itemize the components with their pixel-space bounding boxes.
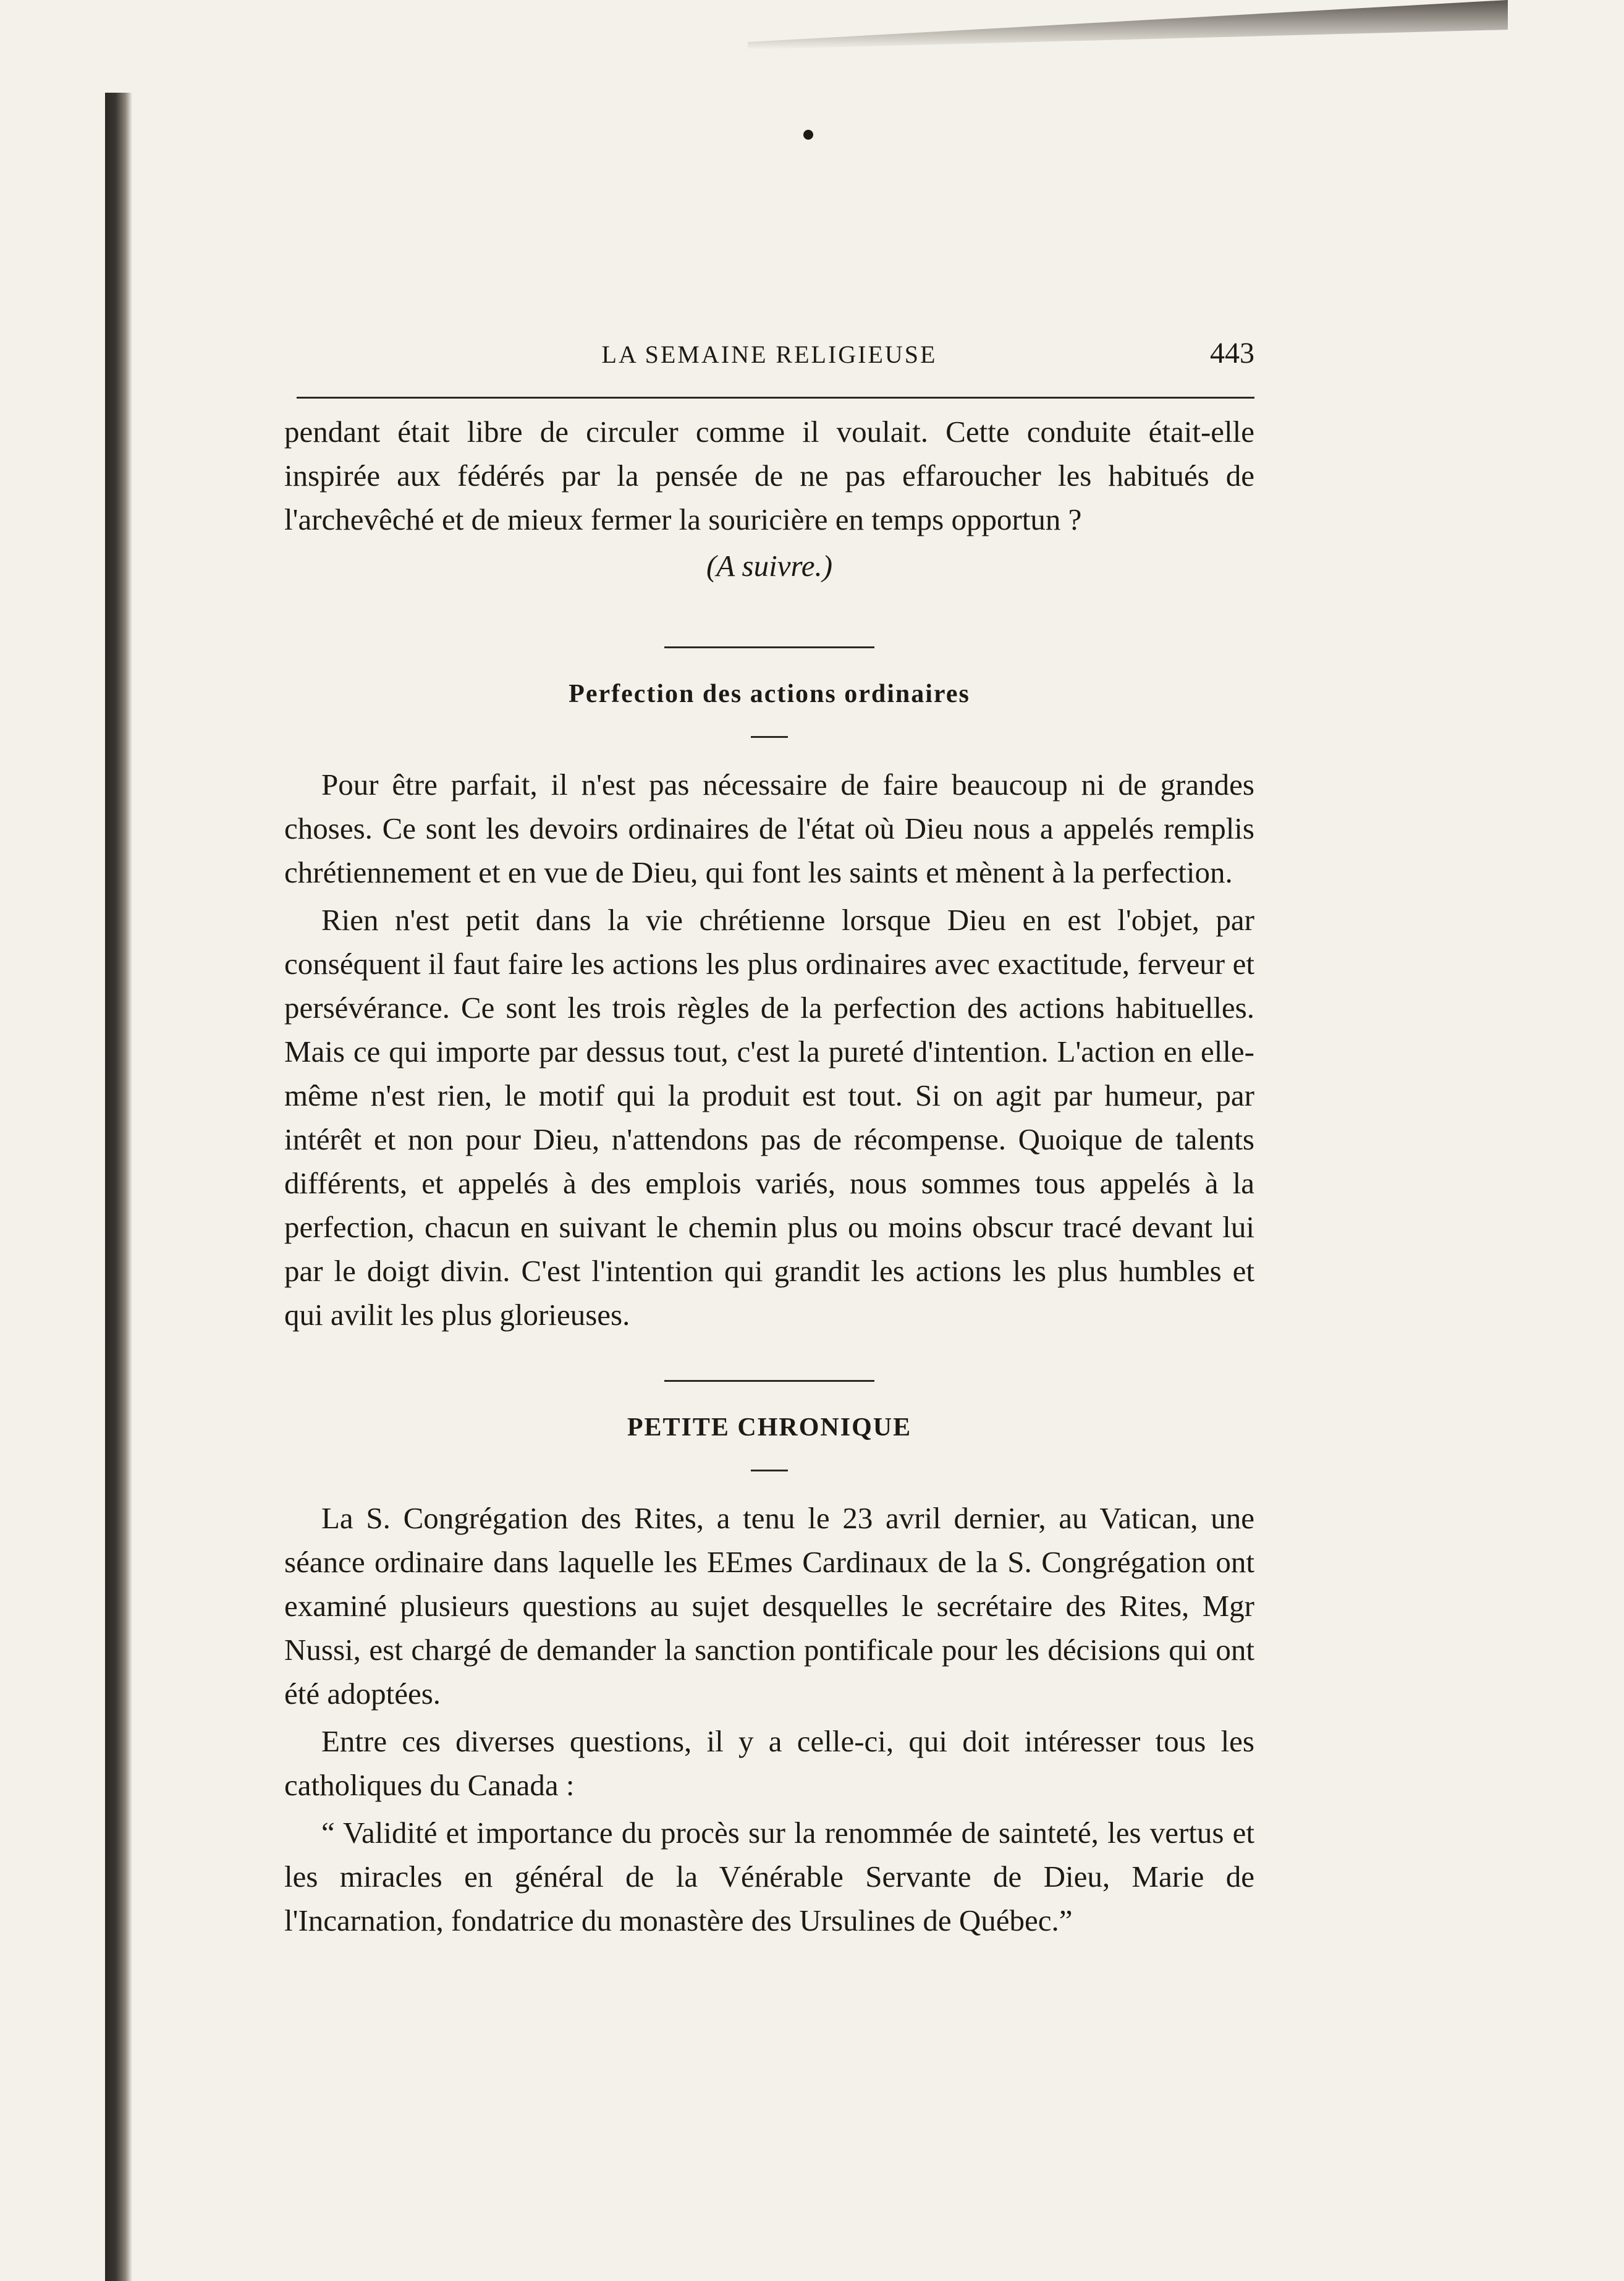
section-title-chronique: PETITE CHRONIQUE bbox=[627, 1413, 912, 1442]
page-content bbox=[284, 334, 1254, 1942]
running-head bbox=[284, 334, 1254, 383]
quotation-paragraph: “ Validité et importance du procès sur la renommée de sainteté, les vertus et les miracles en général de la Vénérable Servante de Dieu, Marie de l'Incarnation, fondatrice du monastère des Ursulines de Québec.” bbox=[284, 1816, 1254, 1937]
ink-speck bbox=[803, 130, 813, 140]
paragraph: Rien n'est petit dans la vie chrétienne lorsque Dieu en est l'objet, par conséquent il faut faire les actions les plus ordinaires avec exactitude, ferveur et persévérance. Ce sont les trois règles de la perfection des actions habituelles. Mais ce qui importe par dessus tout, c'est la pureté d'intention. L'action en elle-même n'est rien, le motif qui la produit est tout. Si on agit par humeur, par intérêt et non pour Dieu, n'attendons pas de récompense. Quoique de talents différents, et appelés à des emplois variés, nous sommes tous appelés à la perfection, chacun en suivant le chemin plus ou moins obscur tracé devant lui par le doigt divin. C'est l'intention qui grandit les actions les plus humbles et qui avilit les plus glorieuses. bbox=[284, 903, 1254, 1332]
paragraph: Entre ces diverses questions, il y a celle-ci, qui doit intéresser tous les catholiques du Canada : bbox=[284, 1724, 1254, 1802]
section-title-perfection: Perfection des actions ordinaires bbox=[569, 680, 970, 708]
header-rule bbox=[297, 397, 1254, 399]
scan-top-edge-shadow bbox=[748, 0, 1508, 49]
scan-binding-shadow bbox=[105, 93, 132, 2281]
section-divider bbox=[664, 646, 874, 648]
page-number: 443 bbox=[1210, 337, 1254, 370]
to-be-continued: (A suivre.) bbox=[706, 549, 833, 583]
running-title: LA SEMAINE RELIGIEUSE bbox=[601, 341, 937, 368]
paragraph: La S. Congrégation des Rites, a tenu le 23 avril dernier, au Vatican, une séance ordinaire dans laquelle les EEmes Cardinaux de la S. Congrégation ont examiné plusieurs questions au sujet desquelles le secrétaire des Rites, Mgr Nussi, est chargé de demander la sanction pontificale pour les décisions qui ont été adoptées. bbox=[284, 1501, 1254, 1711]
section-divider bbox=[664, 1380, 874, 1382]
paragraph: Pour être parfait, il n'est pas nécessaire de faire beaucoup ni de grandes choses. Ce sont les devoirs ordinaires de l'état où Dieu nous a appelés remplis chrétiennement et en vue de Dieu, qui font les saints et mènent à la perfection. bbox=[284, 768, 1254, 889]
continuation-paragraph: pendant était libre de circuler comme il voulait. Cette conduite était-elle inspirée aux fédérés par la pensée de ne pas effaroucher les habitués de l'archevêché et de mieux fermer la souricière en temps opportun ? bbox=[284, 415, 1254, 536]
title-dash bbox=[751, 736, 788, 738]
title-dash bbox=[751, 1470, 788, 1471]
